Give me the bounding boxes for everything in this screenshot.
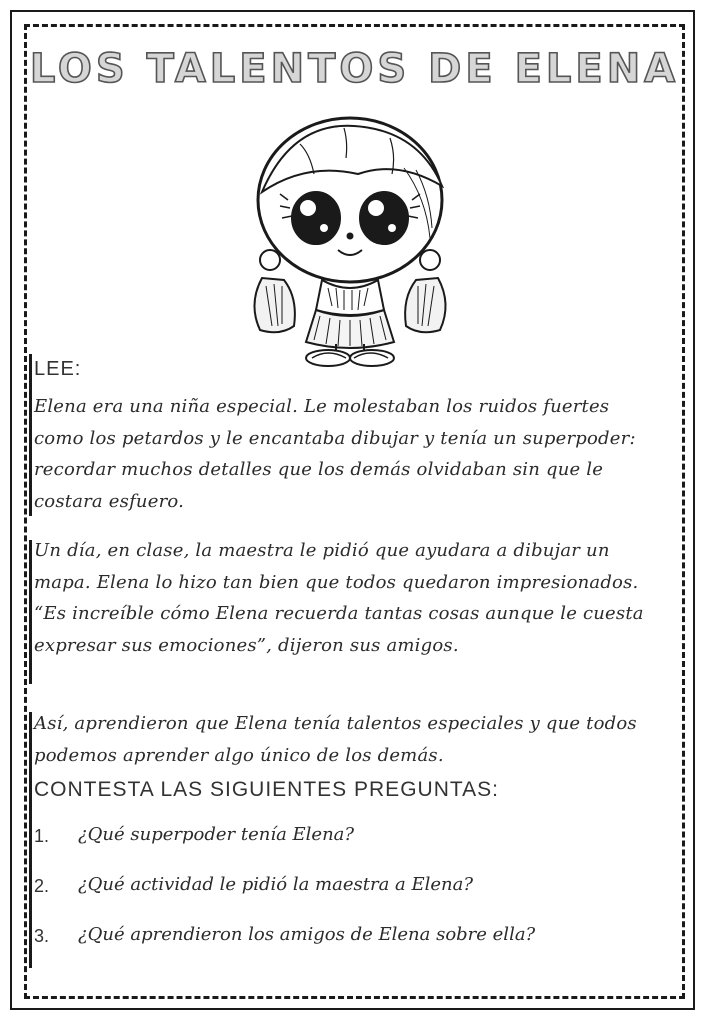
page-title: LOS TALENTOS DE ELENA	[29, 46, 680, 92]
question-item	[34, 924, 664, 974]
question-item	[34, 874, 664, 924]
left-rule-bottom	[29, 712, 32, 968]
girl-illustration-icon	[240, 108, 460, 372]
question-text: ¿Qué aprendieron los amigos de Elena sobre ella?	[78, 924, 536, 945]
read-label: LEE:	[34, 358, 82, 380]
question-item	[34, 824, 664, 874]
question-number: 3.	[34, 926, 50, 946]
question-number: 1.	[34, 826, 50, 846]
question-text: ¿Qué superpoder tenía Elena?	[78, 824, 355, 845]
story-paragraph-3: Así, aprendieron que Elena tenía talentos especiales y que todos podemos aprender algo único de los demás.	[34, 713, 637, 766]
story-paragraph-1: Elena era una niña especial. Le molestaban los ruidos fuertes como los petardos y le encantaba dibujar y tenía un superpoder: recordar muchos detalles que los demás olvidaban sin que le costara esfuero.	[34, 396, 636, 512]
questions-label: CONTESTA LAS SIGUIENTES PREGUNTAS:	[34, 778, 499, 801]
story-paragraph-2: Un día, en clase, la maestra le pidió que ayudara a dibujar un mapa. Elena lo hizo tan bien que todos quedaron impresionados. “Es increíble cómo Elena recuerda tantas cosas aunque le cuesta expresar sus emociones”, dijeron sus amigos.	[34, 540, 644, 656]
left-rule-top	[29, 354, 32, 516]
left-rule-middle	[29, 540, 32, 684]
question-text: ¿Qué actividad le pidió la maestra a Elena?	[78, 874, 474, 895]
questions-list	[34, 824, 664, 974]
question-number: 2.	[34, 876, 50, 896]
